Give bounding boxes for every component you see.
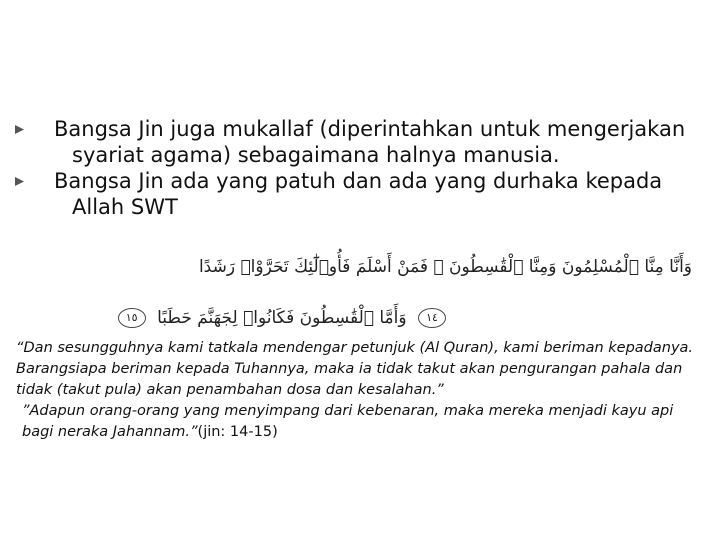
quran-verse-14-text: وَأَنَّا مِنَّا ٱلْمُسْلِمُونَ وَمِنَّا ٱلْقَٰسِطُونَ ۖ فَمَنْ أَسْلَمَ فَأُو۟لَٰٓئِكَ تَحَرَّوْا۟ رَشَدًا xyxy=(198,257,692,277)
bullet-marker-icon xyxy=(14,176,25,187)
bullet-item-jin-mukallaf xyxy=(8,116,708,168)
verse-translation xyxy=(16,338,696,443)
quran-verse-15-text: وَأَمَّا ٱلْقَٰسِطُونَ فَكَانُوا۟ لِجَهَنَّمَ حَطَبًا xyxy=(157,308,407,328)
bullet-text: Bangsa Jin ada yang patuh dan ada yang durhaka kepada Allah SWT xyxy=(54,169,663,219)
translation-verse-15 xyxy=(16,401,696,443)
quran-verse-14 xyxy=(199,257,692,277)
ayah-number-14: ١٤ xyxy=(418,308,446,328)
surah-reference: (jin: 14-15) xyxy=(197,424,278,440)
bullet-item-jin-patuh-durhaka xyxy=(8,168,708,220)
quran-verse-15 xyxy=(112,308,452,328)
translation-verse-14: “Dan sesungguhnya kami tatkala mendengar petunjuk (Al Quran), kami beriman kepadanya. Barangsiapa beriman kepada Tuhannya, maka ia tidak takut akan pengurangan pahala dan tidak (takut pula) akan penambahan dosa dan kesalahan.” xyxy=(16,340,694,398)
bullet-marker-icon xyxy=(14,124,25,135)
bullet-list xyxy=(8,116,708,220)
translation-verse-15-text: ”Adapun orang-orang yang menyimpang dari kebenaran, maka mereka menjadi kayu api bagi neraka Jahannam.” xyxy=(22,403,674,440)
ayah-number-15: ١٥ xyxy=(118,308,146,328)
bullet-text: Bangsa Jin juga mukallaf (diperintahkan untuk mengerjakan syariat agama) sebagaimana halnya manusia. xyxy=(54,117,686,167)
